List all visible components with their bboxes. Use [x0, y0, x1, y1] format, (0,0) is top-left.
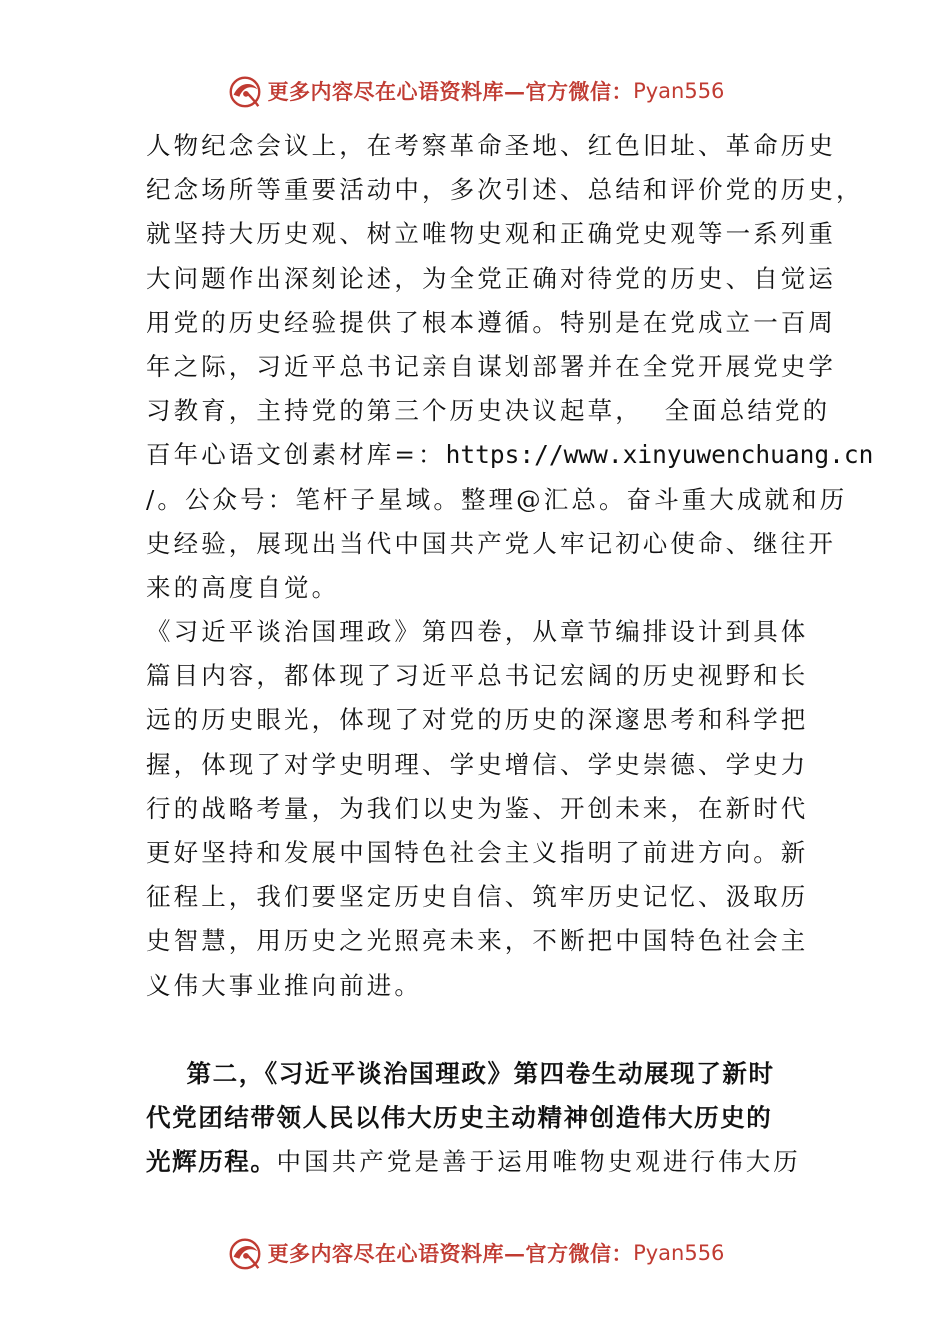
red-swirl-logo-icon: [226, 72, 264, 110]
text-segment: 百年心语文创素材库=：: [146, 440, 446, 470]
text-line: 远的历史眼光，体现了对党的历史的深邃思考和科学把: [146, 705, 809, 735]
paragraph-3: [146, 1052, 836, 1185]
text-line: 习教育，主持党的第三个历史决议起草， 全面总结党的: [146, 396, 831, 426]
text-line: 大问题作出深刻论述，为全党正确对待党的历史、自觉运: [146, 263, 836, 293]
paragraph-1: [146, 124, 874, 610]
text-line: 更好坚持和发展中国特色社会主义指明了前进方向。新: [146, 838, 809, 867]
text-line: 行的战略考量，为我们以史为鉴、开创未来，在新时代: [146, 793, 809, 823]
bold-text-line: 第二，《习近平谈治国理政》第四卷生动展现了新时: [146, 1058, 775, 1088]
text-line: 年之际，习近平总书记亲自谋划部署并在全党开展党史学: [146, 351, 836, 381]
text-line: 征程上，我们要坚定历史自信、筑牢历史记忆、汲取历: [146, 882, 809, 912]
footer-banner: [0, 1228, 950, 1278]
text-segment: 中国共产党是善于运用唯物史观进行伟大历: [276, 1147, 801, 1177]
paragraph-2: [146, 610, 836, 1008]
red-swirl-logo-icon: [226, 1234, 264, 1272]
text-line-with-url: [146, 433, 874, 477]
paragraph-spacer: [146, 1008, 836, 1052]
text-line: 人物纪念会议上，在考察革命圣地、红色旧址、革命历史: [146, 131, 836, 160]
text-line: 义伟大事业推向前进。: [146, 970, 422, 1000]
text-line: 《习近平谈治国理政》第四卷，从章节编排设计到具体: [146, 617, 809, 647]
bold-text-line: 代党团结带领人民以伟大历史主动精神创造伟大历史的: [146, 1102, 773, 1132]
text-line: 纪念场所等重要活动中，多次引述、总结和评价党的历史，: [146, 175, 864, 205]
text-line: 就坚持大历史观、树立唯物史观和正确党史观等一系列重: [146, 219, 836, 249]
bold-text-segment: 光辉历程。: [146, 1147, 277, 1177]
banner-text: 更多内容尽在心语资料库—官方微信：: [267, 79, 634, 104]
text-line: 篇目内容，都体现了习近平总书记宏阔的历史视野和长: [146, 661, 809, 691]
mixed-text-line: [146, 1140, 836, 1184]
banner-wechat-id: Pyan556: [633, 79, 725, 103]
website-url: https://www.xinyuwenchuang.cn: [445, 440, 874, 470]
text-line: 用党的历史经验提供了根本遵循。特别是在党成立一百周: [146, 307, 836, 337]
header-banner: [0, 66, 950, 116]
text-line: 握，体现了对学史明理、学史增信、学史崇德、学史力: [146, 749, 809, 779]
banner-wechat-id: Pyan556: [633, 1241, 725, 1265]
text-line: 史经验，展现出当代中国共产党人牢记初心使命、继往开: [146, 528, 836, 558]
text-line: 史智慧，用历史之光照亮未来，不断把中国特色社会主: [146, 926, 809, 956]
document-body: [146, 124, 874, 1184]
banner-text: 更多内容尽在心语资料库—官方微信：: [267, 1241, 634, 1266]
text-line: 来的高度自觉。: [146, 572, 340, 602]
text-line: /。公众号：笔杆子星域。整理@汇总。奋斗重大成就和历: [146, 484, 848, 514]
